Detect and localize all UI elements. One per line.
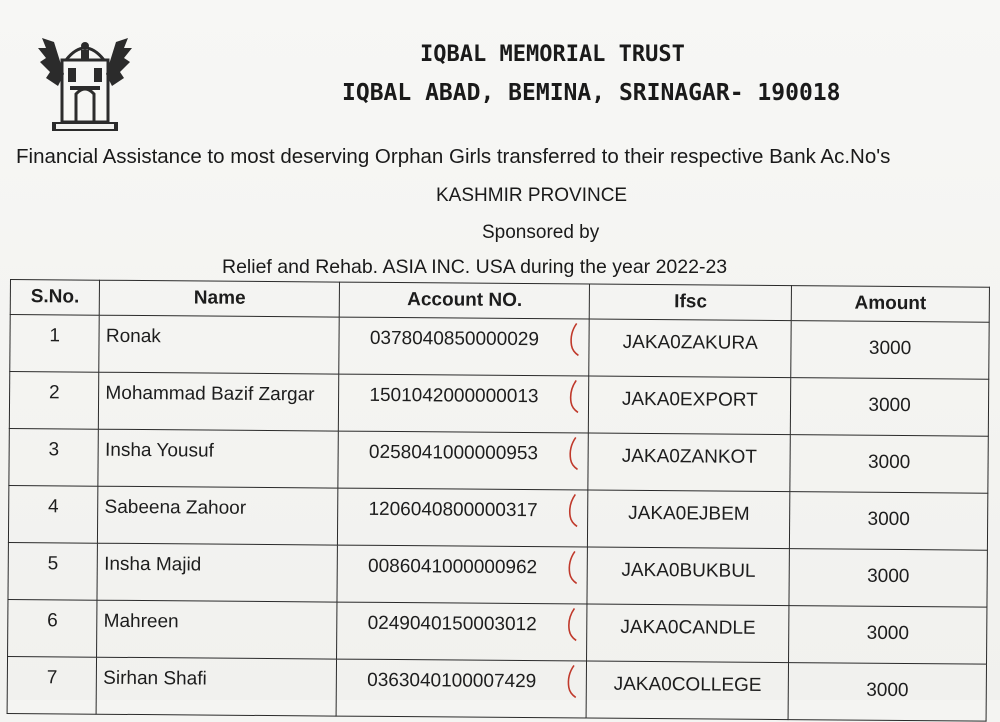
- cell-ifsc: [589, 376, 791, 435]
- name-text: Insha Yousuf: [104, 439, 214, 462]
- cell-name: [98, 486, 338, 545]
- table-row: [9, 372, 988, 437]
- sno-text: 6: [47, 610, 58, 632]
- cell-sno: [8, 542, 98, 600]
- cell-amount: [790, 492, 988, 551]
- cell-name: [96, 657, 336, 716]
- check-mark-icon: [567, 321, 581, 357]
- ifsc-text: JAKA0EJBEM: [628, 502, 750, 525]
- cell-sno: [9, 372, 99, 430]
- cell-name: [98, 429, 338, 488]
- sno-text: 4: [48, 496, 59, 518]
- amount-text: 3000: [867, 508, 910, 531]
- account-text: 0086041000000962: [338, 546, 587, 580]
- cell-sno: [9, 428, 99, 486]
- sno-text: 3: [48, 439, 60, 461]
- header-account: Account NO.: [340, 282, 590, 319]
- ifsc-text: JAKA0ZANKOT: [621, 445, 758, 468]
- account-text: 0249040150003012: [338, 603, 587, 637]
- cell-account: [336, 659, 586, 718]
- cell-account: [339, 317, 589, 376]
- check-mark-icon: [565, 549, 579, 585]
- amount-text: 3000: [866, 622, 910, 645]
- cell-sno: [8, 485, 98, 543]
- ifsc-text: JAKA0ZAKURA: [622, 331, 758, 354]
- cell-sno: [8, 599, 98, 657]
- cell-account: [339, 374, 589, 433]
- account-text: 1206040800000317: [338, 489, 587, 523]
- cell-amount: [790, 378, 988, 437]
- name-text: Sirhan Shafi: [103, 667, 207, 690]
- cell-name: [99, 315, 339, 374]
- header-ifsc: Ifsc: [590, 284, 792, 321]
- ifsc-text: JAKA0BUKBUL: [621, 559, 756, 582]
- cell-account: [338, 431, 588, 490]
- org-address: IQBAL ABAD, BEMINA, SRINAGAR- 190018: [342, 80, 841, 106]
- cell-ifsc: [588, 433, 790, 492]
- header-name: Name: [100, 280, 340, 317]
- table-row: [8, 485, 987, 550]
- table-row: [9, 428, 988, 493]
- cell-account: [337, 602, 587, 661]
- sponsor-line: Relief and Rehab. ASIA INC. USA during the year 2022-23: [222, 256, 728, 278]
- cell-account: [338, 488, 588, 547]
- cell-amount: [789, 606, 987, 665]
- cell-ifsc: [587, 604, 789, 663]
- sno-text: 7: [46, 667, 58, 689]
- table-row: [8, 599, 987, 664]
- check-mark-icon: [565, 492, 579, 528]
- amount-text: 3000: [867, 565, 910, 588]
- ifsc-text: JAKA0COLLEGE: [613, 673, 762, 696]
- header-amount: Amount: [791, 286, 989, 323]
- cell-ifsc: [589, 319, 791, 378]
- sponsored-by-label: Sponsored by: [482, 222, 600, 243]
- cell-account: [337, 545, 587, 604]
- sno-text: 2: [48, 382, 60, 404]
- account-text: 1501042000000013: [339, 375, 588, 409]
- table-row: [10, 315, 989, 380]
- check-mark-icon: [564, 663, 578, 699]
- document-title: Financial Assistance to most deserving Orphan Girls transferred to their respective Bank Ac.No's: [16, 145, 891, 168]
- cell-sno: [10, 315, 100, 373]
- amount-text: 3000: [868, 337, 912, 360]
- amount-text: 3000: [867, 451, 911, 474]
- cell-amount: [790, 435, 988, 494]
- table-row: [7, 656, 986, 721]
- cell-sno: [7, 656, 97, 714]
- cell-name: [97, 543, 337, 602]
- beneficiary-table: [7, 279, 990, 722]
- ifsc-text: JAKA0CANDLE: [620, 616, 756, 639]
- amount-text: 3000: [866, 679, 909, 702]
- name-text: Insha Majid: [104, 553, 202, 576]
- name-text: Sabeena Zahoor: [104, 496, 247, 519]
- ifsc-text: JAKA0EXPORT: [621, 388, 758, 411]
- check-mark-icon: [564, 606, 578, 642]
- org-name: IQBAL MEMORIAL TRUST: [420, 42, 685, 67]
- cell-ifsc: [588, 490, 790, 549]
- account-text: 0363040100007429: [337, 660, 586, 694]
- name-text: Mahreen: [103, 610, 179, 633]
- amount-text: 3000: [868, 394, 911, 417]
- account-text: 0258041000000953: [339, 432, 588, 466]
- province-label: KASHMIR PROVINCE: [436, 185, 628, 206]
- cell-amount: [789, 549, 987, 608]
- sno-text: 5: [47, 553, 59, 575]
- cell-name: [99, 372, 339, 431]
- header-sno: S.No.: [10, 280, 100, 316]
- name-text: Ronak: [105, 325, 161, 348]
- cell-name: [97, 600, 337, 659]
- cell-amount: [788, 663, 986, 722]
- sno-text: 1: [49, 325, 61, 347]
- check-mark-icon: [566, 435, 580, 471]
- account-text: 0378040850000029: [340, 318, 589, 352]
- cell-ifsc: [587, 547, 789, 606]
- check-mark-icon: [566, 378, 580, 414]
- name-text: Mohammad Bazif Zargar: [105, 382, 315, 406]
- cell-amount: [791, 321, 989, 380]
- cell-ifsc: [586, 661, 788, 720]
- table-row: [8, 542, 987, 607]
- trust-emblem-icon: [34, 34, 136, 134]
